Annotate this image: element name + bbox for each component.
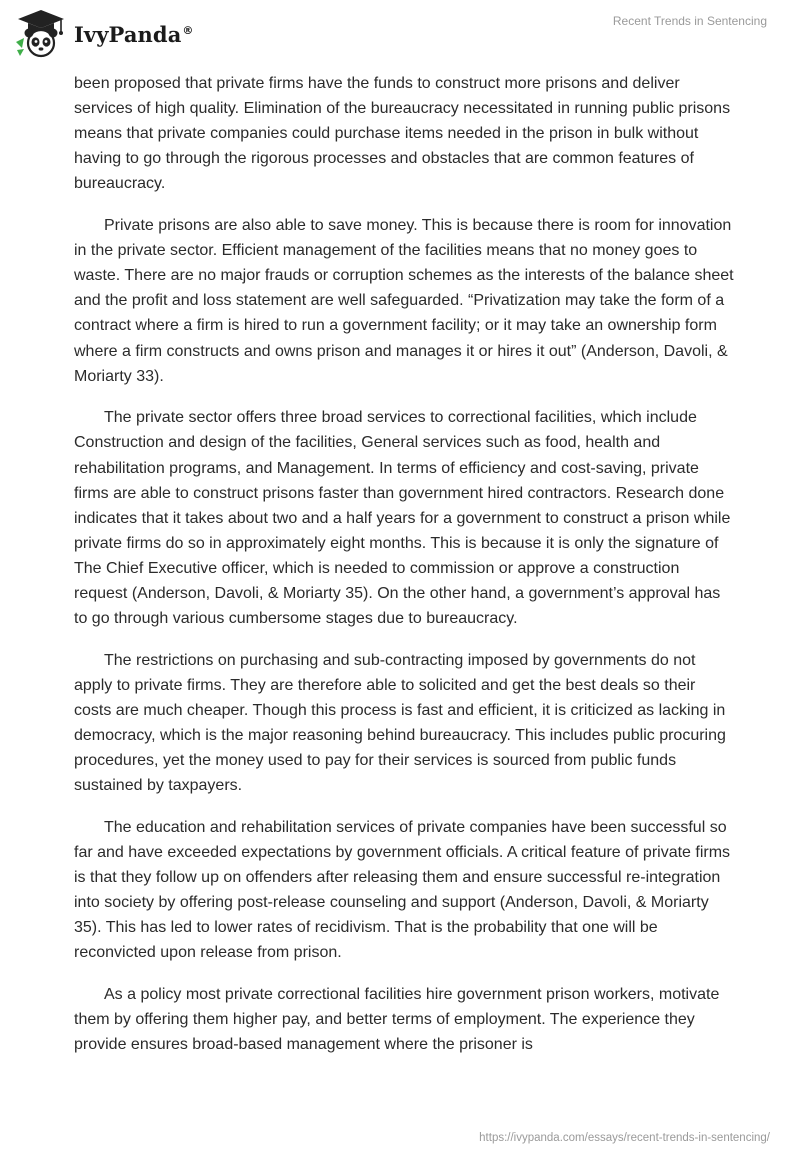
document-title: Recent Trends in Sentencing	[612, 14, 767, 28]
registered-mark: ®	[182, 23, 194, 37]
essay-body	[74, 71, 734, 1074]
paragraph: The private sector offers three broad services to correctional facilities, which include Construction and design of the facilities, General services such as food, health and rehabilitation programs, and Management. In terms of efficiency and cost-saving, private firms are able to construct prisons faster than government hired contractors. Research done indicates that it takes about two and a half years for a government to construct a prison while private firms do so in approximately eight months. This is because it is only the signature of The Chief Executive officer, which is needed to commission or approve a construction request (Anderson, Davoli, & Moriarty 35). On the other hand, a government’s approval has to go through various cumbersome stages due to bureaucracy.	[74, 409, 731, 628]
brand-name: IvyPanda®	[74, 21, 194, 47]
paragraph: As a policy most private correctional facilities hire government prison workers, motivate them by offering them higher pay, and better terms of employment. The experience they provide ensures broad-based management where the prisoner is	[74, 986, 720, 1054]
source-url[interactable]: https://ivypanda.com/essays/recent-trends-in-sentencing/	[479, 1132, 770, 1144]
paragraph: The education and rehabilitation services of private companies have been successful so far and have exceeded expectations by government officials. A critical feature of private firms is that they follow up on offenders after releasing them and ensure successful re-integration into society by offering post-release counseling and support (Anderson, Davoli, & Moriarty 35). This has led to lower rates of recidivism. That is the probability that one will be reconvicted upon release from prison.	[74, 818, 731, 962]
brand-logo[interactable]	[14, 8, 194, 58]
paragraph: Private prisons are also able to save money. This is because there is room for innovation in the private sector. Efficient management of the facilities means that no money goes to waste. There are no major frauds or corruption schemes as the interests of the balance sheet and the profit and loss statement are well safeguarded. “Privatization may take the form of a contract where a firm is hired to run a government facility; or it may take an ownership form where a firm constructs and owns prison and manages it or hires it out” (Anderson, Davoli, & Moriarty 33).	[74, 217, 734, 385]
paragraph: been proposed that private firms have the funds to construct more prisons and deliver services of high quality. Elimination of the bureaucracy necessitated in running public prisons means that private companies could purchase items needed in the prison in bulk without having to go through the rigorous processes and obstacles that are common features of bureaucracy.	[74, 75, 731, 193]
paragraph: The restrictions on purchasing and sub-contracting imposed by governments do not apply to private firms. They are therefore able to solicited and get the best deals so their costs are much cheaper. Though this process is fast and efficient, it is criticized as lacking in democracy, which is the major reasoning behind bureaucracy. This includes public procuring procedures, yet the money used to pay for their services is sourced from public funds sustained by taxpayers.	[74, 651, 726, 795]
page-header	[0, 0, 800, 70]
panda-graduation-cap-icon	[14, 8, 68, 58]
